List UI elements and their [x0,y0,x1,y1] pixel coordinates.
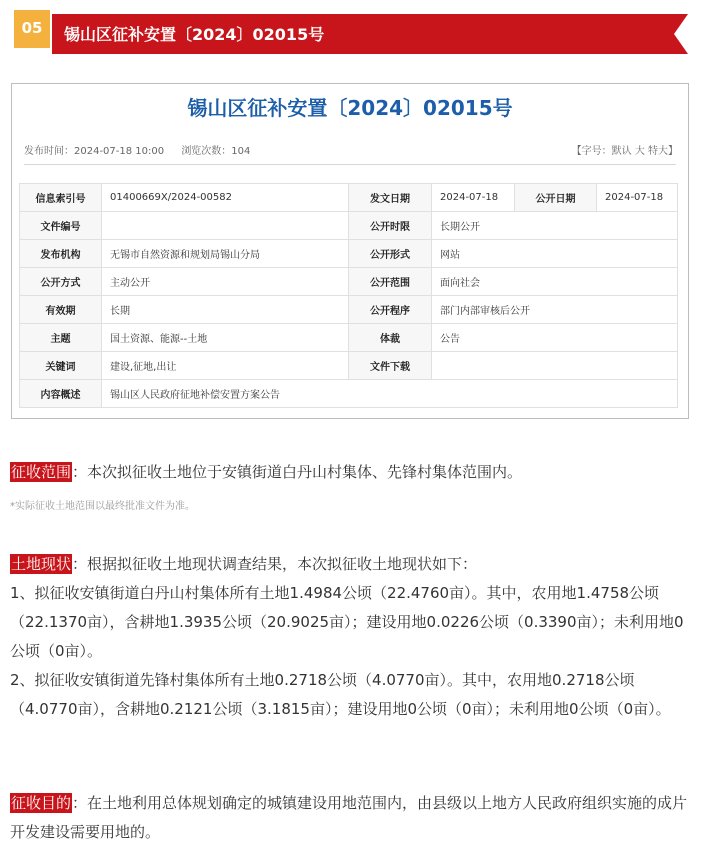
publish-time: 发布时间：2024-07-18 10:00 [24,146,165,157]
scope-text: ：本次拟征收土地位于安镇街道白丹山村集体、先锋村集体范围内。 [72,463,523,481]
view-count: 浏览次数：104 [181,146,251,157]
procedure-label: 公开程序 [349,296,432,324]
download-label: 文件下载 [349,352,432,380]
table-row [20,380,678,408]
table-row [20,296,678,324]
document-panel [11,83,689,419]
method-value: 主动公开 [102,268,349,296]
procedure-value: 部门内部审核后公开 [432,296,678,324]
topic-label: 主题 [20,324,102,352]
status-section [10,550,690,724]
status-intro [10,550,690,579]
status-tag: 土地现状 [11,555,72,573]
public-date-value: 2024-07-18 [597,184,678,212]
scope-paragraph [10,458,690,487]
file-no-label: 文件编号 [20,212,102,240]
table-row [20,324,678,352]
agency-value: 无锡市自然资源和规划局锡山分局 [102,240,349,268]
font-size-control[interactable]: 【字号：默认 大 特大】 [571,146,678,157]
status-item-1: 1、拟征收安镇街道白丹山村集体所有土地1.4984公顷（22.4760亩）。其中，农用地1.4758公顷（22.1370亩），含耕地1.3935公顷（20.9025亩）；建设用地0.0226公顷（0.3390亩）；未利用地0公顷（0亩）。 [10,584,684,660]
scope-label: 公开范围 [349,268,432,296]
form-label: 公开形式 [349,240,432,268]
table-row [20,212,678,240]
index-label: 信息索引号 [20,184,102,212]
topic-value: 国土资源、能源--土地 [102,324,349,352]
agency-label: 发布机构 [20,240,102,268]
form-value: 网站 [432,240,678,268]
scope-value: 面向社会 [432,268,678,296]
document-meta [24,142,264,157]
scope-note: *实际征收土地范围以最终批准文件为准。 [10,501,195,512]
summary-label: 内容概述 [20,380,102,408]
purpose-paragraph [10,789,690,847]
status-text: ：根据拟征收土地现状调查结果，本次拟征收土地现状如下： [72,555,478,573]
document-title: 锡山区征补安置〔2024〕02015号 [187,96,513,120]
section-banner [14,10,688,50]
keyword-label: 关键词 [20,352,102,380]
table-row [20,352,678,380]
issue-date-value: 2024-07-18 [432,184,515,212]
limit-label: 公开时限 [349,212,432,240]
table-row [20,184,678,212]
info-table [19,183,678,408]
method-label: 公开方式 [20,268,102,296]
download-value[interactable] [432,352,678,380]
limit-value: 长期公开 [432,212,678,240]
status-item-2: 2、拟征收安镇街道先锋村集体所有土地0.2718公顷（4.0770亩）。其中，农用地0.2718公顷（4.0770亩），含耕地0.2121公顷（3.1815亩）；建设用地0公顷（0亩）；未利用地0公顷（0亩）。 [10,671,671,718]
banner-title: 锡山区征补安置〔2024〕02015号 [64,25,325,44]
purpose-tag: 征收目的 [11,794,72,812]
section-number: 05 [14,10,50,48]
public-date-label: 公开日期 [515,184,597,212]
genre-value: 公告 [432,324,678,352]
scope-tag: 征收范围 [11,463,72,481]
genre-label: 体裁 [349,324,432,352]
index-value: 01400669X/2024-00582 [102,184,349,212]
issue-date-label: 发文日期 [349,184,432,212]
table-row [20,268,678,296]
valid-label: 有效期 [20,296,102,324]
summary-value: 锡山区人民政府征地补偿安置方案公告 [102,380,678,408]
table-row [20,240,678,268]
divider [24,164,676,165]
purpose-text: ：在土地利用总体规划确定的城镇建设用地范围内，由县级以上地方人民政府组织实施的成片开发建设需要用地的。 [10,794,688,841]
keyword-value: 建设,征地,出让 [102,352,349,380]
valid-value: 长期 [102,296,349,324]
file-no-value [102,212,349,240]
